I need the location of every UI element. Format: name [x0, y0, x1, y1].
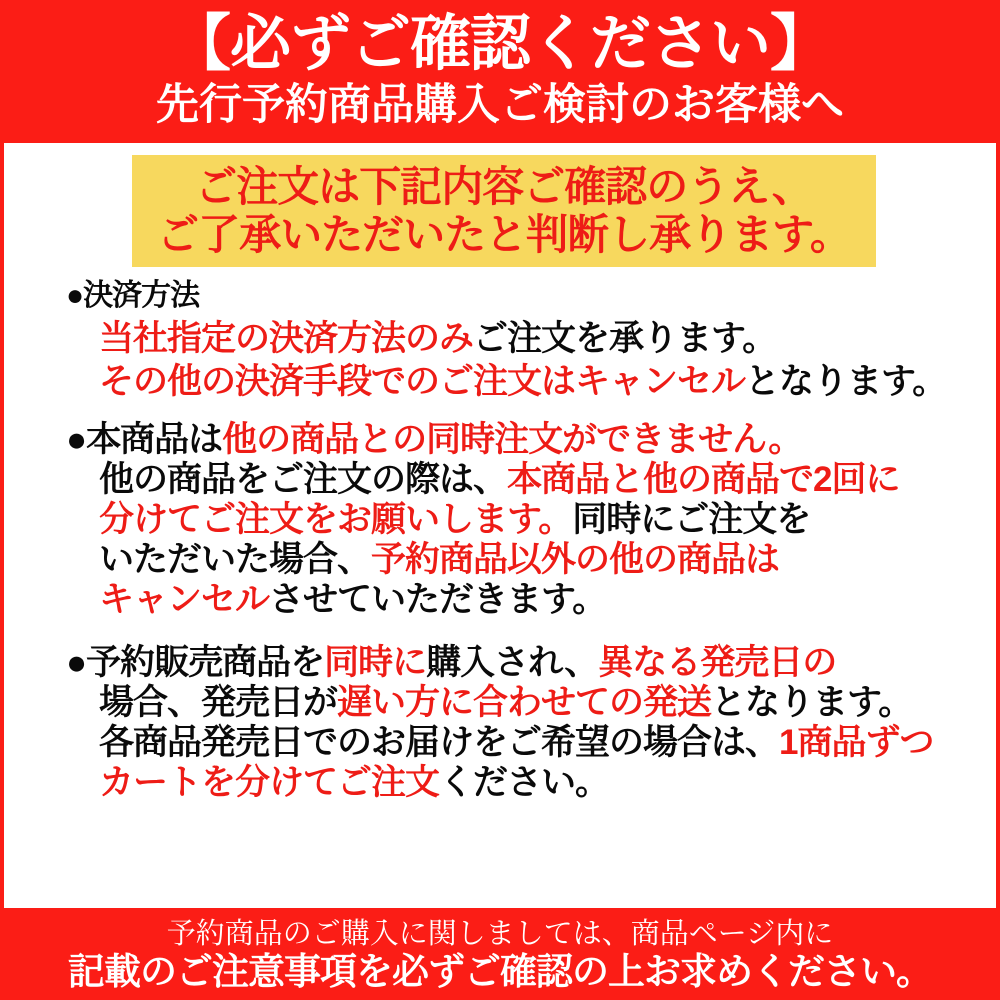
text-line: [66, 360, 988, 403]
header-banner: [0, 0, 1000, 143]
text-segment: 他の商品との同時注文ができません。: [222, 420, 803, 459]
notice-box: [132, 155, 876, 267]
text-segment: 他の商品をご注文の際は、: [99, 460, 508, 499]
text-line: [66, 420, 988, 460]
text-segment: 当社指定の決済方法のみ: [99, 319, 474, 358]
text-segment: いただいた場合、: [99, 540, 372, 579]
text-segment: となります。: [745, 362, 947, 401]
text-line: [66, 274, 988, 317]
text-segment: 遅い方に合わせての発送: [337, 683, 712, 722]
text-segment: 同時にご注文を: [572, 500, 811, 539]
text-line: [66, 317, 988, 360]
text-segment: ●予約販売商品を: [66, 643, 325, 682]
section-release-date: [66, 643, 988, 803]
section-payment-method: [66, 274, 988, 403]
text-segment: ●本商品は: [66, 420, 223, 459]
text-segment: ●決済方法: [66, 279, 200, 312]
text-segment: 各商品発売日でのお届けをご希望の場合は、: [99, 723, 780, 762]
text-line: [66, 723, 988, 763]
text-line: [66, 460, 988, 500]
page-title: 【必ずご確認ください】: [169, 9, 830, 77]
text-segment: ください。: [439, 763, 610, 802]
footer-note-line-strong: 記載のご注意事項を必ずご確認の上お求めください。: [68, 950, 932, 992]
text-segment: させていただきます。: [269, 580, 607, 619]
text-segment: 異なる発売日の: [598, 643, 837, 682]
text-segment: 本商品と他の商品で2回に: [507, 460, 900, 499]
text-segment: 1商品ずつ: [779, 723, 934, 762]
page-subtitle: 先行予約商品購入ご検討のお客様へ: [156, 81, 844, 129]
text-segment: 予約商品以外の他の商品は: [371, 540, 780, 579]
notice-line: ご注文は下記内容ご確認のうえ、: [195, 163, 813, 210]
text-segment: となります。: [711, 683, 913, 722]
footer-banner: [0, 908, 1000, 1000]
text-line: [66, 540, 988, 580]
text-line: [66, 683, 988, 723]
text-segment: ご注文を承ります。: [473, 319, 777, 358]
notice-line: ご了承いただいたと判断し承ります。: [157, 211, 851, 258]
text-segment: 購入され、: [426, 643, 599, 682]
text-segment: カートを分けてご注文: [99, 763, 440, 802]
text-segment: 同時に: [324, 643, 427, 682]
text-segment: キャンセル: [99, 580, 270, 619]
text-line: [66, 643, 988, 683]
text-segment: その他の決済手段でのご注文はキャンセル: [99, 362, 746, 401]
text-segment: 分けてご注文をお願いします。: [99, 500, 573, 539]
text-line: [66, 580, 988, 620]
section-simultaneous-order: [66, 420, 988, 620]
text-line: [66, 500, 988, 540]
text-line: [66, 763, 988, 803]
footer-note-line: 予約商品のご購入に関しましては、商品ページ内に: [166, 918, 834, 950]
text-segment: 場合、発売日が: [99, 683, 338, 722]
